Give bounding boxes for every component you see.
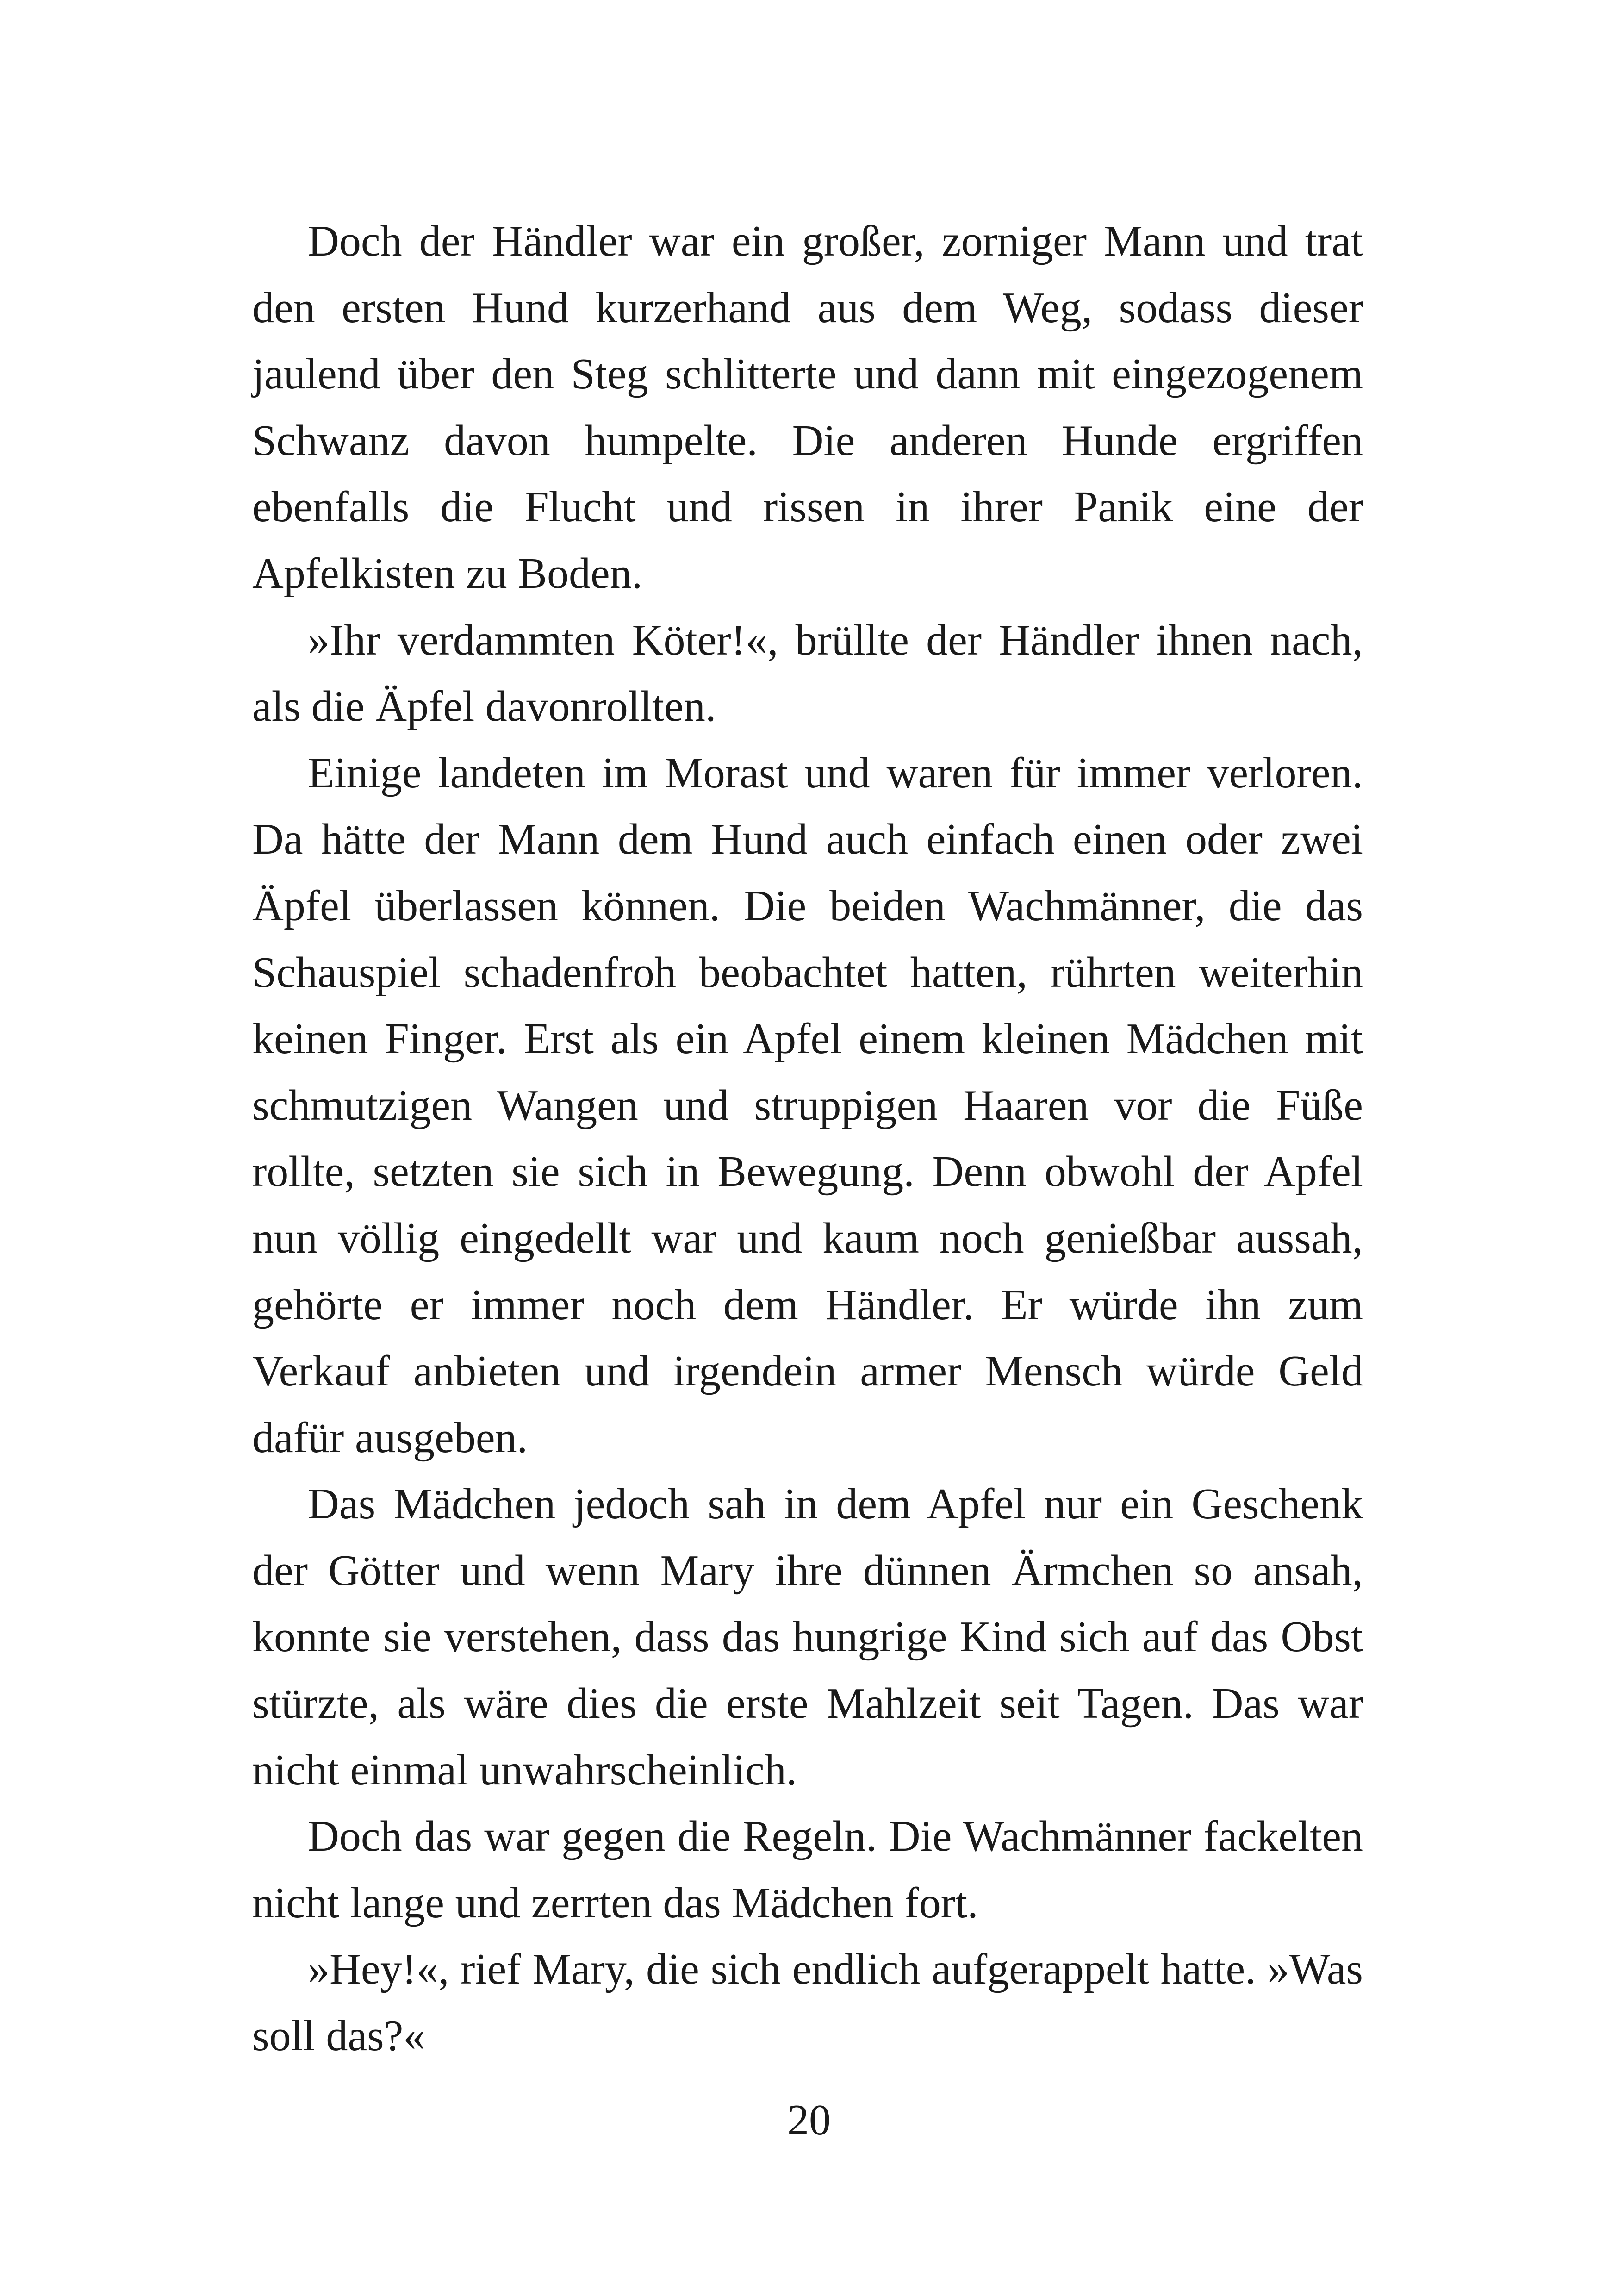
paragraph: Doch das war gegen die Regeln. Die Wachmänner fackelten nicht lange und zerrten das Mädchen fort.	[252, 1812, 1363, 1927]
paragraph: Einige landeten im Morast und waren für immer verloren. Da hätte der Mann dem Hund auch einfach einen oder zwei Äpfel überlassen können. Die beiden Wachmänner, die das Schauspiel schadenfroh beobachtet hatten, rührten weiterhin keinen Finger. Erst als ein Apfel einem kleinen Mädchen mit schmutzigen Wangen und struppigen Haaren vor die Füße rollte, setzten sie sich in Bewegung. Denn obwohl der Apfel nun völlig eingedellt war und kaum noch genießbar aussah, gehörte er immer noch dem Händler. Er würde ihn zum Verkauf anbieten und irgendein armer Mensch würde Geld dafür ausgeben.	[252, 749, 1363, 1462]
paragraph: »Ihr verdammten Köter!«, brüllte der Händler ihnen nach, als die Äpfel davonrollten.	[252, 616, 1363, 731]
paragraph: Das Mädchen jedoch sah in dem Apfel nur ein Geschenk der Götter und wenn Mary ihre dünnen Ärmchen so ansah, konnte sie verstehen, dass das hungrige Kind sich auf das Obst stürzte, als wäre dies die erste Mahlzeit seit Tagen. Das war nicht einmal unwahrscheinlich.	[252, 1480, 1363, 1794]
paragraph: Doch der Händler war ein großer, zorniger Mann und trat den ersten Hund kurzerhand aus dem Weg, sodass dieser jaulend über den Steg schlitterte und dann mit eingezogenem Schwanz davon humpelte. Die anderen Hunde ergriffen ebenfalls die Flucht und rissen in ihrer Panik eine der Apfelkisten zu Boden.	[252, 217, 1363, 598]
body-text	[252, 208, 1363, 2070]
page-number: 20	[787, 2096, 831, 2144]
paragraph: »Hey!«, rief Mary, die sich endlich aufgerappelt hatte. »Was soll das?«	[252, 1945, 1363, 2060]
